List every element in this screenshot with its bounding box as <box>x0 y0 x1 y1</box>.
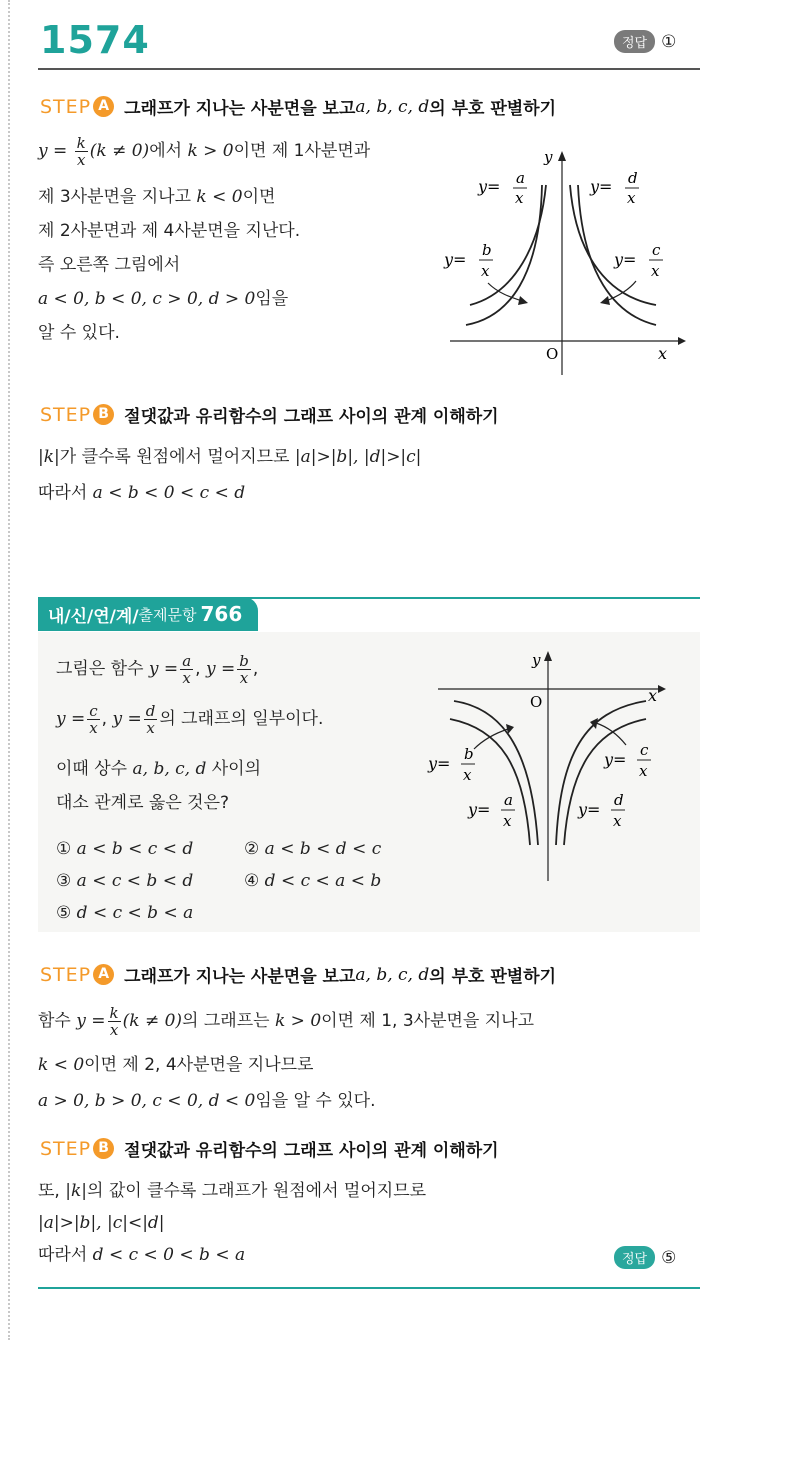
y-axis-arrow <box>544 651 552 661</box>
label-y: y= <box>590 177 613 196</box>
step-letter: A <box>93 964 114 985</box>
graph-2 <box>420 645 680 885</box>
step-b-heading <box>40 402 499 427</box>
page-margin-dots <box>8 0 10 1340</box>
p2-line2 <box>38 1048 313 1082</box>
step-title-pre: 그래프가 지나는 사분면을 보고 <box>124 99 356 119</box>
label-num: d <box>628 169 638 187</box>
curve-a <box>450 719 530 845</box>
x-axis-arrow <box>658 685 666 693</box>
math-y: y = <box>56 709 86 729</box>
step-label: STEP <box>40 403 92 426</box>
p1-b-line1 <box>38 440 421 474</box>
math: a < 0, b < 0, c > 0, d > 0 <box>38 289 256 309</box>
label-den: x <box>463 766 472 784</box>
label-den: x <box>481 262 490 280</box>
text: 이때 상수 <box>56 759 133 779</box>
footer-rule <box>38 1287 700 1289</box>
label-y-a <box>477 169 527 207</box>
step-title-vars: a, b, c, d <box>355 964 430 985</box>
text: 이면 <box>242 187 276 207</box>
label-y: y= <box>578 800 601 819</box>
fraction-a <box>180 653 193 686</box>
text: 따라서 <box>38 483 93 503</box>
choice-3[interactable] <box>56 864 193 898</box>
choice-text: a < b < c < d <box>76 839 194 859</box>
x-axis-arrow <box>678 337 686 345</box>
label-num: b <box>464 745 474 763</box>
q-line2 <box>56 702 323 736</box>
text: 이면 제 2, 4사분면을 지나므로 <box>84 1055 314 1075</box>
label-y-b <box>427 745 475 784</box>
step-letter: B <box>93 1138 114 1159</box>
banner-norm: 출제문항 <box>138 605 197 624</box>
choice-mark: ① <box>56 839 72 859</box>
label-y-c <box>613 241 663 280</box>
text: 이면 제 1사분면과 <box>233 141 371 161</box>
graph-1 <box>430 145 690 380</box>
step-letter: A <box>93 96 114 117</box>
math: d < c < 0 < b < a <box>92 1245 246 1265</box>
math-k: k < 0 <box>196 187 243 207</box>
text: 임을 <box>255 289 289 309</box>
step-label: STEP <box>40 963 92 986</box>
label-y-d <box>577 791 625 830</box>
curve-c <box>570 185 656 305</box>
step-title-post: 의 부호 판별하기 <box>429 99 557 119</box>
y-axis-arrow <box>558 151 566 161</box>
label-y: y= <box>428 754 451 773</box>
p1-b-line2 <box>38 476 245 510</box>
answer-badge: 정답 <box>614 30 655 53</box>
text: 따라서 <box>38 1245 93 1265</box>
math-y: y = <box>76 1011 106 1031</box>
frac-num: b <box>239 651 249 670</box>
math-k: k < 0 <box>38 1055 85 1075</box>
banner-tag <box>38 597 258 631</box>
arrow-c-head <box>600 296 610 305</box>
label-den: x <box>639 762 648 780</box>
y-axis-label: y <box>544 148 553 166</box>
q-line4: 대소 관계로 옳은 것은? <box>56 793 230 813</box>
frac-num: c <box>89 701 98 720</box>
math-k: k > 0 <box>274 1011 322 1031</box>
choice-mark: ⑤ <box>56 903 72 923</box>
label-y-b <box>443 241 493 280</box>
step-a-heading <box>40 94 556 119</box>
p1-line6: 알 수 있다. <box>38 323 120 343</box>
label-num: c <box>652 241 661 259</box>
step-label: STEP <box>40 95 92 118</box>
p2-b-line2 <box>38 1206 165 1240</box>
text: 의 그래프는 <box>182 1011 275 1031</box>
fraction-k-over-x <box>108 1005 121 1038</box>
header-rule <box>38 68 700 70</box>
label-den: x <box>515 189 524 207</box>
math-k: k > 0 <box>187 141 234 161</box>
label-y: y= <box>478 177 501 196</box>
problem-number: 1574 <box>40 18 150 62</box>
choice-mark: ② <box>244 839 260 859</box>
math: a, b, c, d <box>132 759 207 779</box>
text: , <box>252 659 259 679</box>
p2-line1 <box>38 1004 534 1038</box>
comma: , <box>101 709 113 729</box>
label-num: c <box>640 741 649 759</box>
answer-badge: 정답 <box>614 1246 655 1269</box>
choice-text: a < c < b < d <box>76 871 194 891</box>
answer-mark: ⑤ <box>661 1248 677 1268</box>
label-num: a <box>516 169 525 187</box>
text: 함수 <box>38 1011 77 1031</box>
curve-a <box>466 185 542 325</box>
frac-den: x <box>182 668 191 687</box>
p2-b-line3 <box>38 1238 245 1272</box>
math-y: y = <box>112 709 142 729</box>
frac-den: x <box>109 1020 119 1039</box>
text: 의 값이 클수록 그래프가 원점에서 멀어지므로 <box>87 1181 427 1201</box>
label-num: d <box>614 791 624 809</box>
math: a > 0, b > 0, c < 0, d < 0 <box>38 1091 256 1111</box>
text: 제 3사분면을 지나고 <box>38 187 197 207</box>
frac-den: x <box>146 718 155 737</box>
label-y-a <box>467 791 515 830</box>
p1-line3: 제 2사분면과 제 4사분면을 지난다. <box>38 221 301 241</box>
origin-label: O <box>530 693 543 711</box>
fraction-b <box>237 653 251 686</box>
label-den: x <box>651 262 660 280</box>
fraction-k-over-x <box>75 135 88 168</box>
choice-2[interactable] <box>244 832 381 866</box>
step-a-heading-2 <box>40 962 556 987</box>
frac-den: x <box>76 150 86 169</box>
comma: , <box>195 659 206 679</box>
origin-label: O <box>546 345 559 363</box>
p1-line4: 즉 오른쪽 그림에서 <box>38 255 181 275</box>
p1-line2 <box>38 180 275 214</box>
label-den: x <box>627 189 636 207</box>
label-num: b <box>482 241 492 259</box>
step-title: 절댓값과 유리함수의 그래프 사이의 관계 이해하기 <box>124 1141 499 1161</box>
x-axis-label: x <box>658 344 668 363</box>
math-cond: (k ≠ 0) <box>89 141 150 161</box>
fraction-c <box>87 703 99 736</box>
math-y-eq: y = <box>38 141 73 161</box>
frac-num: k <box>109 1003 119 1022</box>
choice-text: a < b < d < c <box>264 839 382 859</box>
math-abs-k: |k| <box>38 447 60 467</box>
frac-den: x <box>239 668 249 687</box>
choice-text: d < c < a < b <box>264 871 382 891</box>
label-y: y= <box>614 250 637 269</box>
label-y: y= <box>444 250 467 269</box>
choice-4[interactable] <box>244 864 381 898</box>
math-y: y = <box>205 659 236 679</box>
frac-num: a <box>182 651 192 670</box>
p2-line3 <box>38 1084 375 1118</box>
math: a < b < 0 < c < d <box>92 483 246 503</box>
curve-d <box>564 719 646 845</box>
answer-mark: ① <box>661 32 677 52</box>
p1-line1 <box>38 134 370 168</box>
q-line1 <box>56 652 258 686</box>
choice-text: d < c < b < a <box>76 903 194 923</box>
frac-num: k <box>76 133 86 152</box>
label-den: x <box>503 812 512 830</box>
math: |a|>|b|, |d|>|c| <box>294 447 422 467</box>
math-cond: (k ≠ 0) <box>122 1011 183 1031</box>
answer-footer <box>614 1246 676 1269</box>
step-title-pre: 그래프가 지나는 사분면을 보고 <box>124 967 356 987</box>
text: 사이의 <box>206 759 262 779</box>
step-letter: B <box>93 404 114 425</box>
frac-num: d <box>145 701 156 720</box>
step-title-post: 의 부호 판별하기 <box>429 967 557 987</box>
banner-bold: 내/신/연/계/ <box>48 606 139 627</box>
label-num: a <box>504 791 513 809</box>
step-title-vars: a, b, c, d <box>355 96 430 117</box>
text: 의 그래프의 일부이다. <box>159 709 324 729</box>
label-y: y= <box>604 750 627 769</box>
text: 이면 제 1, 3사분면을 지나고 <box>321 1011 535 1031</box>
step-b-heading-2 <box>40 1136 499 1161</box>
p2-b-line1 <box>38 1174 426 1208</box>
label-y-c <box>603 741 651 780</box>
naesin-banner <box>38 597 700 631</box>
text: 또, <box>38 1181 66 1201</box>
step-label: STEP <box>40 1137 92 1160</box>
choice-1[interactable] <box>56 832 193 866</box>
text: 가 클수록 원점에서 멀어지므로 <box>59 447 295 467</box>
arrow-b-head <box>518 296 528 305</box>
q-line3 <box>56 752 261 786</box>
choice-mark: ③ <box>56 871 72 891</box>
banner-num: 766 <box>200 602 243 626</box>
text: 그림은 함수 <box>56 659 149 679</box>
label-y-d <box>589 169 639 207</box>
math-y: y = <box>148 659 179 679</box>
math: |a|>|b|, |c|<|d| <box>38 1213 165 1233</box>
text: 임을 알 수 있다. <box>255 1091 376 1111</box>
frac-den: x <box>89 718 98 737</box>
step-title: 절댓값과 유리함수의 그래프 사이의 관계 이해하기 <box>124 407 499 427</box>
y-axis-label: y <box>532 651 541 669</box>
answer-header <box>614 30 676 53</box>
fraction-d <box>144 703 158 736</box>
x-axis-label: x <box>648 686 658 705</box>
p1-line5 <box>38 282 288 316</box>
label-den: x <box>613 812 622 830</box>
choice-mark: ④ <box>244 871 260 891</box>
label-y: y= <box>468 800 491 819</box>
math-abs-k: |k| <box>65 1181 87 1201</box>
text: 에서 <box>149 141 188 161</box>
choice-5[interactable] <box>56 896 193 930</box>
